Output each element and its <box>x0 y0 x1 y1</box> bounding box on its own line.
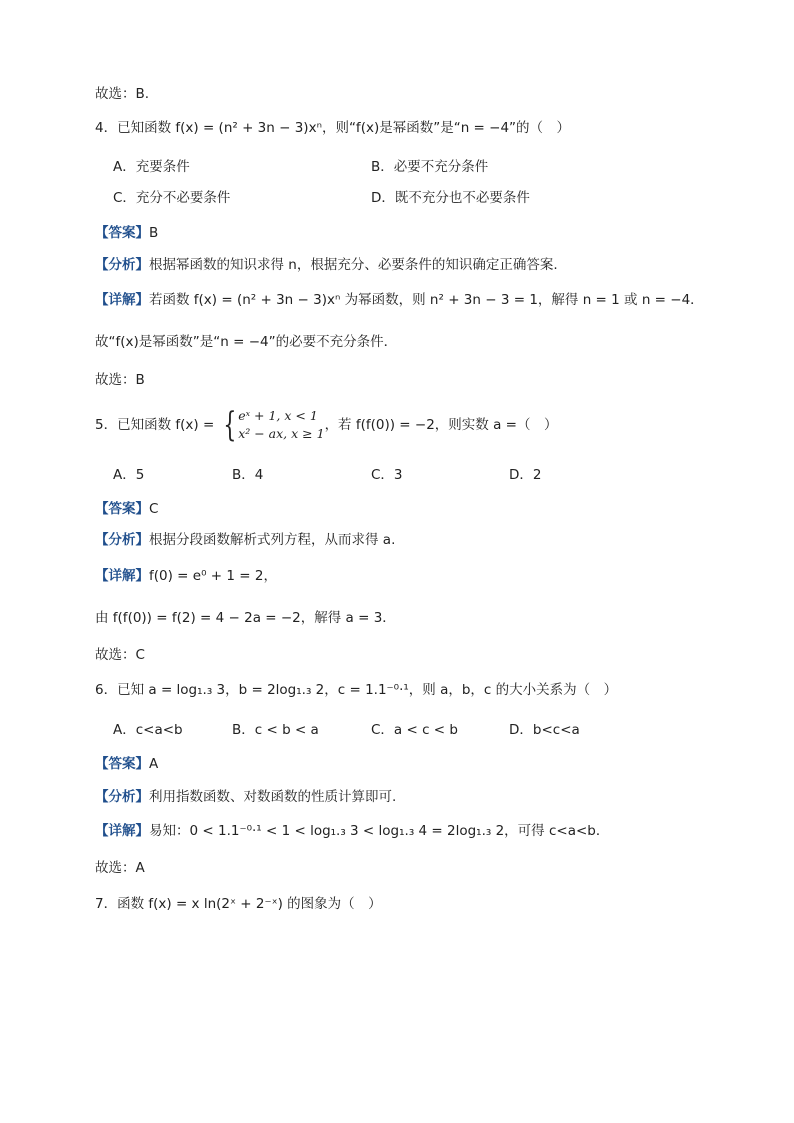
analysis-tag: 【分析】 <box>95 789 149 805</box>
answer-tag: 【答案】 <box>95 501 149 517</box>
answer-tag: 【答案】 <box>95 756 149 772</box>
q7-stem: 7．函数 f(x) = x ln(2ˣ + 2⁻ˣ) 的图象为（ ） <box>95 896 382 912</box>
q5-detail-text: f(0) = e⁰ + 1 = 2， <box>149 568 277 584</box>
q4-option-d: D．既不充分也不必要条件 <box>371 190 530 206</box>
q6-analysis <box>95 787 396 807</box>
q5-stem-post: ，若 f(f(0)) = −2，则实数 a =（ ） <box>324 417 558 433</box>
detail-tag: 【详解】 <box>95 823 149 839</box>
answer-tag: 【答案】 <box>95 225 149 241</box>
q4-detail-text: 若函数 f(x) = (n² + 3n − 3)xⁿ 为幂函数，则 n² + 3n − 3 = 1，解得 n = 1 或 n = −4． <box>149 292 704 308</box>
q4-option-b: B．必要不充分条件 <box>371 159 489 175</box>
q6-option-d: D．b<c<a <box>509 722 580 738</box>
q5-stem <box>95 404 557 446</box>
q5-answer <box>95 499 158 519</box>
q4-option-c: C．充分不必要条件 <box>113 190 231 206</box>
q5-stem-pre: 5．已知函数 f(x) = <box>95 417 215 433</box>
q6-answer <box>95 754 158 774</box>
q5-cases <box>238 407 324 443</box>
q4-option-a: A．充要条件 <box>113 159 190 175</box>
q5-option-a: A．5 <box>113 467 145 483</box>
q4-analysis <box>95 255 558 275</box>
q5-option-c: C．3 <box>371 467 403 483</box>
q4-analysis-text: 根据幂函数的知识求得 n，根据充分、必要条件的知识确定正确答案. <box>149 257 558 273</box>
q6-analysis-text: 利用指数函数、对数函数的性质计算即可. <box>149 789 397 805</box>
q5-option-d: D．2 <box>509 467 542 483</box>
q3-choose: 故选：B. <box>95 86 150 102</box>
q6-option-a: A．c<a<b <box>113 722 183 738</box>
q5-option-b: B．4 <box>232 467 264 483</box>
q5-case-2: x² − ax, x ≥ 1 <box>238 426 325 441</box>
q4-answer-value: B <box>149 225 159 241</box>
q6-detail <box>95 821 609 841</box>
q4-conclusion: 故“f(x)是幂函数”是“n = −4”的必要不充分条件． <box>95 334 398 350</box>
q4-answer <box>95 223 158 243</box>
q6-answer-value: A <box>149 756 159 772</box>
brace-icon: { <box>222 405 236 445</box>
detail-tag: 【详解】 <box>95 568 149 584</box>
q6-choose: 故选：A <box>95 860 145 876</box>
q6-option-c: C．a < c < b <box>371 722 458 738</box>
q5-detail-2: 由 f(f(0)) = f(2) = 4 − 2a = −2，解得 a = 3． <box>95 610 396 626</box>
q5-analysis-text: 根据分段函数解析式列方程，从而求得 a. <box>149 532 396 548</box>
q4-choose: 故选：B <box>95 372 145 388</box>
detail-tag: 【详解】 <box>95 292 149 308</box>
q5-choose: 故选：C <box>95 647 145 663</box>
q4-detail <box>95 290 704 310</box>
q6-option-b: B．c < b < a <box>232 722 319 738</box>
q5-detail <box>95 566 277 586</box>
q6-detail-text: 易知：0 < 1.1⁻⁰·¹ < 1 < log₁.₃ 3 < log₁.₃ 4 = 2log₁.₃ 2，可得 c<a<b． <box>149 823 610 839</box>
analysis-tag: 【分析】 <box>95 532 149 548</box>
q6-stem: 6．已知 a = log₁.₃ 3，b = 2log₁.₃ 2，c = 1.1⁻⁰·¹，则 a，b，c 的大小关系为（ ） <box>95 682 618 698</box>
q5-analysis <box>95 530 395 550</box>
analysis-tag: 【分析】 <box>95 257 149 273</box>
q5-answer-value: C <box>149 501 159 517</box>
q4-stem: 4．已知函数 f(x) = (n² + 3n − 3)xⁿ，则“f(x)是幂函数”是“n = −4”的（ ） <box>95 120 571 136</box>
q5-case-1: eˣ + 1, x < 1 <box>238 408 318 423</box>
